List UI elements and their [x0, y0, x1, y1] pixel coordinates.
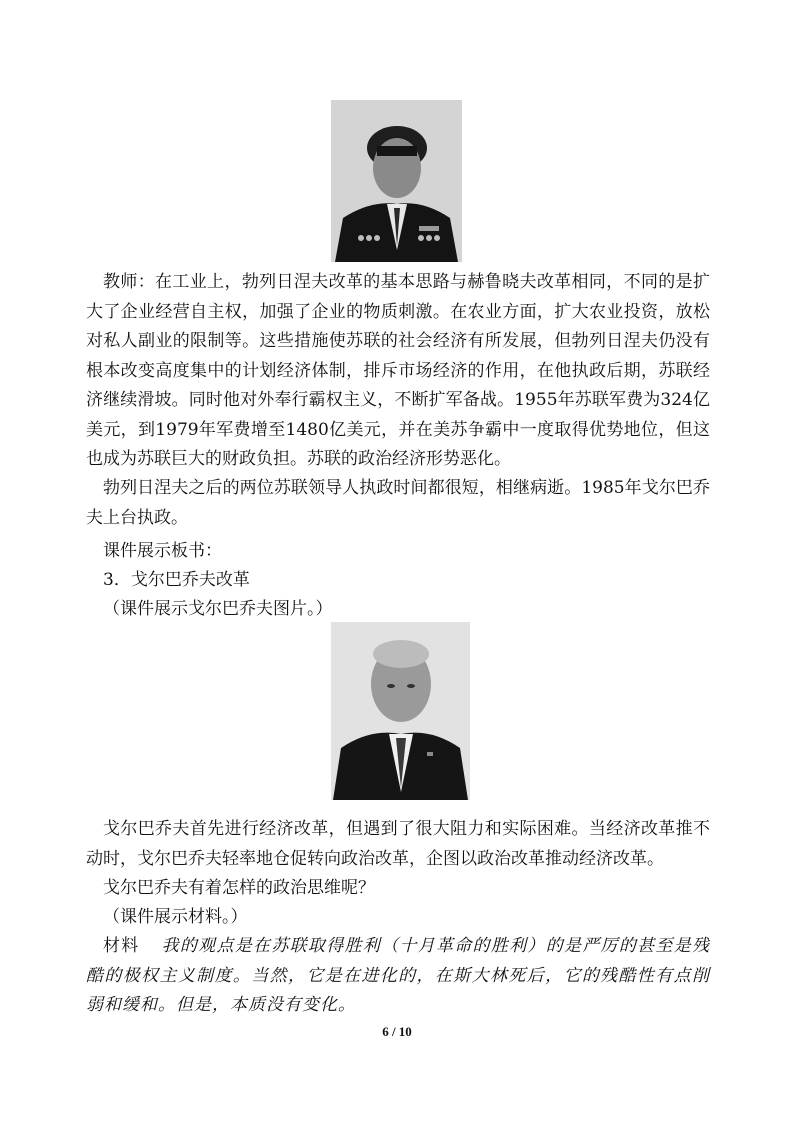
gorbachev-reform-paragraph: 戈尔巴乔夫首先进行经济改革，但遇到了很大阻力和实际困难。当经济改革推不动时，戈尔巴乔夫轻率地仓促转向政治改革，企图以政治改革推动经济改革。 — [86, 819, 710, 869]
page-number: 6 / 10 — [382, 1024, 412, 1039]
question-line: 戈尔巴乔夫有着怎样的政治思维呢？ — [103, 878, 375, 898]
successors-paragraph: 勃列日涅夫之后的两位苏联领导人执政时间都很短，相继病逝。1985年戈尔巴乔夫上台执政。 — [86, 478, 710, 528]
teacher-paragraph: 教师：在工业上，勃列日涅夫改革的基本思路与赫鲁晓夫改革相同，不同的是扩大了企业经营自主权，加强了企业的物质刺激。在农业方面，扩大农业投资，放松对私人副业的限制等。这些措施使苏联的社会经济有所发展，但勃列日涅夫仍没有根本改变高度集中的计划经济体制，排斥市场经济的作用，在他执政后期，苏联经济继续滑坡。同时他对外奉行霸权主义，不断扩军备战。1955年苏联军费为324亿美元，到1979年军费增至1480亿美元，并在美苏争霸中一度取得优势地位，但这也成为苏联巨大的财政负担。苏联的政治经济形势恶化。 — [86, 272, 710, 469]
show-material-note: （课件展示材料。） — [103, 907, 248, 927]
gorbachev-portrait-drawing — [331, 622, 470, 800]
gorbachev-portrait-image — [331, 622, 470, 800]
brezhnev-portrait-drawing — [331, 100, 462, 262]
board-heading: 课件展示板书： — [103, 541, 222, 561]
material-label: 材料 — [103, 936, 140, 956]
material-text: 我的观点是在苏联取得胜利（十月革命的胜利）的是严厉的甚至是残酷的极权主义制度。当然，它是在进化的，在斯大林死后，它的残酷性有点削弱和缓和。但是，本质没有变化。 — [86, 936, 711, 1015]
material-quote — [86, 932, 710, 1021]
section-heading: 3．戈尔巴乔夫改革 — [103, 570, 250, 590]
show-picture-note: （课件展示戈尔巴乔夫图片。） — [103, 599, 333, 619]
brezhnev-portrait-image — [331, 100, 462, 262]
